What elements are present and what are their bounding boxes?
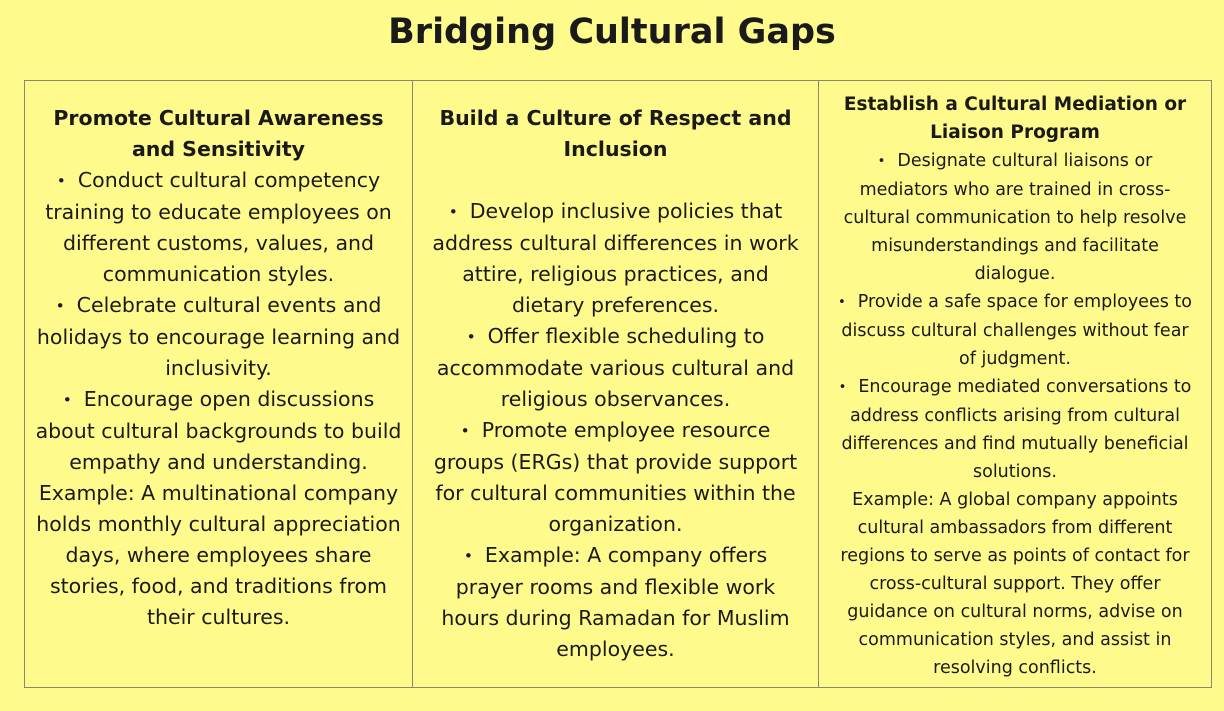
example-text: Example: A multinational company holds monthly cultural appreciation days, where employees share stories, food, and traditions from their cultures. bbox=[36, 481, 401, 629]
bullet-list bbox=[29, 165, 408, 478]
list-item bbox=[421, 540, 810, 665]
list-item bbox=[829, 373, 1201, 486]
spacer bbox=[421, 165, 810, 196]
bullet-list bbox=[829, 147, 1201, 486]
column-heading: Establish a Cultural Mediation or Liaison Program bbox=[843, 94, 1187, 143]
list-item-text: Celebrate cultural events and holidays to encourage learning and inclusivity. bbox=[36, 293, 401, 380]
list-item bbox=[829, 288, 1201, 373]
bullet-icon: • bbox=[56, 172, 66, 190]
bullet-icon: • bbox=[463, 547, 473, 565]
list-item bbox=[829, 147, 1201, 288]
column-cultural-awareness bbox=[25, 81, 412, 687]
list-item-text: Offer flexible scheduling to accommodate various cultural and religious observances. bbox=[436, 324, 795, 411]
list-item-text: Develop inclusive policies that address cultural differences in work attire, religious practices, and dietary preferences. bbox=[432, 199, 799, 317]
strategy-table bbox=[24, 80, 1212, 688]
column-cultural-mediation bbox=[818, 81, 1211, 687]
bullet-icon: • bbox=[838, 380, 847, 395]
column-heading: Promote Cultural Awareness and Sensitivity bbox=[53, 106, 384, 161]
list-item-text: Promote employee resource groups (ERGs) that provide support for cultural communities within the organization. bbox=[433, 418, 798, 536]
list-item bbox=[29, 165, 408, 290]
list-item bbox=[421, 321, 810, 415]
list-item-text: Provide a safe space for employees to discuss cultural challenges without fear of judgment. bbox=[841, 292, 1192, 369]
list-item-text: Conduct cultural competency training to educate employees on different customs, values, and communication styles. bbox=[45, 168, 392, 286]
column-heading: Build a Culture of Respect and Inclusion bbox=[439, 106, 792, 161]
column-respect-inclusion bbox=[412, 81, 818, 687]
list-item bbox=[421, 415, 810, 540]
list-item-text: Encourage mediated conversations to address conflicts arising from cultural differences and find mutually beneficial solutions. bbox=[841, 377, 1192, 482]
bullet-icon: • bbox=[55, 297, 65, 315]
bullet-icon: • bbox=[62, 391, 72, 409]
bullet-icon: • bbox=[838, 295, 846, 310]
bullet-icon: • bbox=[460, 422, 470, 440]
list-item-text: Designate cultural liaisons or mediators who are trained in cross-cultural communication to help resolve misunderstandings and facilitate dialogue. bbox=[843, 151, 1187, 284]
example-text: Example: A global company appoints cultural ambassadors from different regions to serve as points of contact for cross-cultural support. They offer guidance on cultural norms, advise on communication styles, and assist in resolving conflicts. bbox=[840, 490, 1190, 678]
list-item bbox=[421, 196, 810, 321]
list-item bbox=[29, 290, 408, 384]
bullet-icon: • bbox=[466, 328, 476, 346]
list-item bbox=[29, 384, 408, 478]
list-item-text: Encourage open discussions about cultural backgrounds to build empathy and understanding. bbox=[35, 387, 402, 474]
bullet-list bbox=[421, 196, 810, 665]
page-title: Bridging Cultural Gaps bbox=[388, 12, 836, 52]
bullet-icon: • bbox=[448, 203, 458, 221]
list-item-text: Example: A company offers prayer rooms and flexible work hours during Ramadan for Muslim employees. bbox=[441, 543, 790, 661]
bullet-icon: • bbox=[877, 154, 886, 169]
